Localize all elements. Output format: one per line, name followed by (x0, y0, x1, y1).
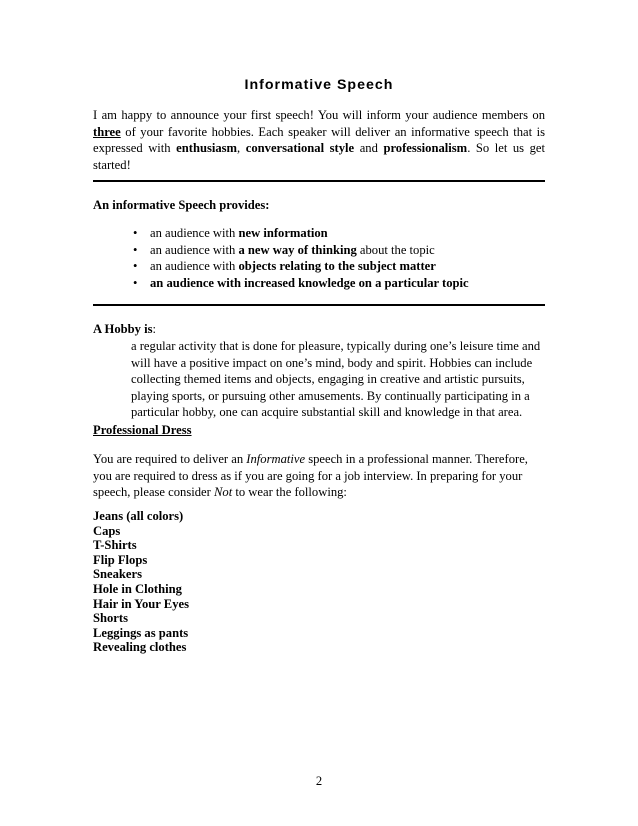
intro-and: and (354, 141, 384, 155)
list-item: Hair in Your Eyes (93, 596, 189, 611)
divider (93, 304, 545, 306)
intro-text-3: . So let us get started! (93, 141, 546, 172)
list-item: Hole in Clothing (93, 581, 182, 596)
dress-list (93, 509, 189, 655)
list-item: Leggings as pants (93, 625, 189, 640)
list-item: Jeans (all colors) (93, 509, 184, 523)
intro-conversational: conversational style (245, 141, 355, 155)
intro-comma: , (237, 141, 246, 155)
divider (93, 180, 545, 182)
provides-list (133, 225, 469, 291)
dress-text-2: speech in a professional manner. Therefore, you are required to dress as if you are going for a job interview. In preparing for your speech, please consider (93, 452, 528, 499)
hobby-definition: a regular activity that is done for pleasure, typically during one’s leisure time and will have a positive impact on one’s mind, body and spirit. Hobbies can include collecting themed items and objects, engaging in creative and artistic pursuits, playing sports, or pursuing other amusements. By continually participating in a particular hobby, one can acquire substantial skill and knowledge in that area. (131, 339, 541, 419)
provides-heading: An informative Speech provides: (93, 198, 270, 212)
list-item: Shorts (93, 611, 128, 626)
bullet-text: about the topic (356, 242, 435, 257)
dress-not: Not (214, 485, 233, 499)
bullet-icon: • (133, 259, 138, 273)
list-item: Flip Flops (93, 552, 148, 567)
dress-text-1: You are required to deliver an (93, 452, 247, 466)
dress-informative: Informative (246, 452, 306, 466)
dress-text-3: to wear the following: (232, 485, 347, 499)
bullet-icon: • (133, 275, 138, 290)
list-item (133, 258, 469, 275)
list-item: Caps (93, 523, 121, 538)
bullet-text: an audience with (150, 242, 239, 257)
intro-text-1: I am happy to announce your first speech! You will inform your audience members on (93, 108, 545, 122)
list-item: Sneakers (93, 567, 142, 582)
intro-enthusiasm: enthusiasm (176, 141, 238, 155)
page-title: Informative Speech (244, 77, 394, 93)
bullet-bold: a new way of thinking (238, 242, 357, 257)
list-item (133, 242, 469, 259)
dress-paragraph (93, 451, 543, 501)
intro-professionalism: professionalism (383, 141, 468, 155)
bullet-bold: an audience with increased knowledge on a particular topic (150, 275, 469, 290)
dress-heading: Professional Dress (93, 423, 192, 437)
list-item (133, 275, 469, 292)
page-number: 2 (315, 774, 323, 788)
intro-three: three (93, 124, 121, 139)
list-item: T-Shirts (93, 538, 137, 553)
list-item: Revealing clothes (93, 640, 187, 655)
list-item (133, 225, 469, 242)
bullet-bold: new information (238, 226, 328, 240)
intro-text-2: of your favorite hobbies. Each speaker will deliver an informative speech that is expressed with (93, 124, 545, 155)
hobby-colon: : (152, 322, 156, 336)
hobby-heading (93, 322, 156, 337)
bullet-bold: objects relating to the subject matter (238, 259, 436, 273)
bullet-icon: • (133, 242, 138, 257)
bullet-text: an audience with (150, 259, 239, 273)
intro-paragraph (93, 107, 545, 173)
bullet-icon: • (133, 226, 138, 240)
hobby-term: A Hobby is (93, 322, 153, 336)
bullet-text: an audience with (150, 226, 239, 240)
